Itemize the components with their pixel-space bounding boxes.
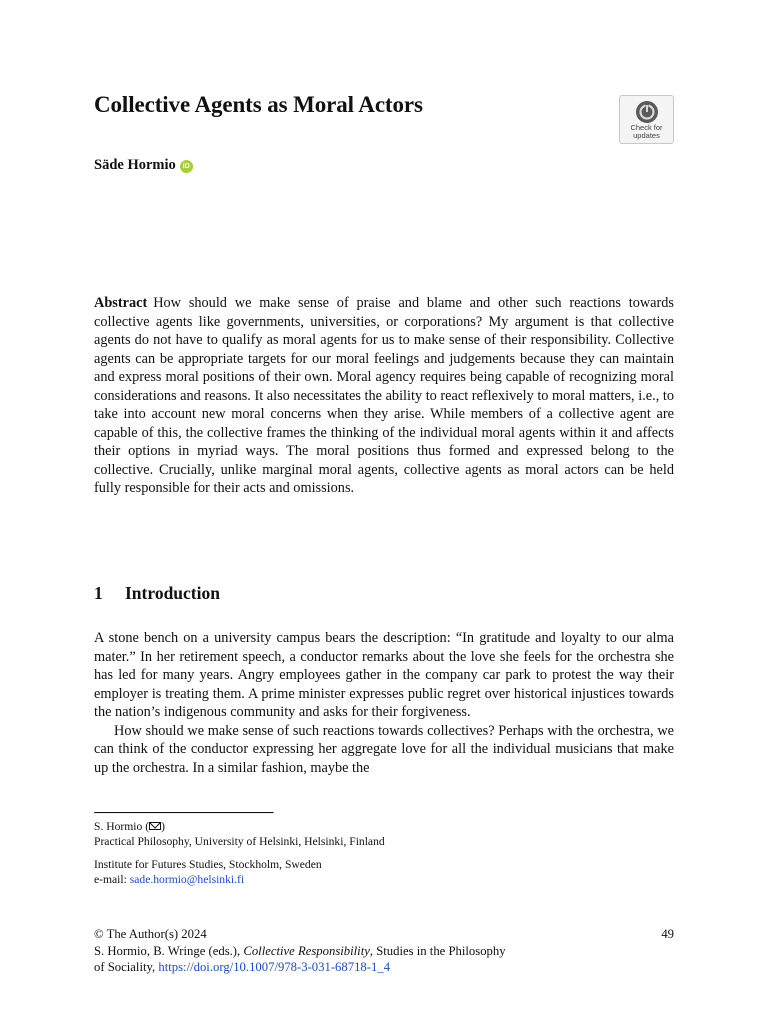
abstract-text: How should we make sense of praise and blame and other such reactions towards collective agents like governments, universities, or corporations? My argument is that collective agents do not have to qualify as moral agents for us to make sense of their responsibility. Collective agents can be appropriate targets for our moral feelings and judgements because they can maintain and express moral positions of their own. Moral agency requires being capable of recognizing moral considerations and reasons. It also necessitates the ability to react reflexively to moral matters, i.e., to take into account new moral concerns when they arise. While members of a collective agent are capable of this, the collective frames the thinking of the individual moral agents within it and affects their options in myriad ways. The moral positions thus formed and expressed belong to the collective. Crucially, unlike marginal moral agents, collective agents as moral actors can be held fully responsible for their acts and omissions. bbox=[94, 295, 674, 496]
citation-line2-prefix: of Sociality, bbox=[94, 960, 159, 974]
section-title: Introduction bbox=[125, 583, 220, 603]
check-for-updates-icon bbox=[635, 100, 659, 124]
author-name: Säde Hormio bbox=[94, 157, 176, 173]
body-text bbox=[94, 629, 674, 777]
paragraph-2: How should we make sense of such reactions towards collectives? Perhaps with the orchestra, we can think of the conductor expressing her aggregate love for all the individual musicians that make up the orchestra. In a similar fashion, maybe the bbox=[94, 722, 674, 776]
envelope-icon bbox=[149, 822, 161, 830]
citation-block bbox=[94, 926, 674, 976]
badge-label-line1: Check for bbox=[630, 123, 663, 132]
paragraph-1: A stone bench on a university campus bears the description: “In gratitude and loyalty to our alma mater.” In her retirement speech, a conductor remarks about the love she feels for the orchestra she has led for many years. Angry employees gather in the company car park to protest the way their employer is treating them. A prime minister expresses public regret over historical injustices towards the nation’s indigenous community and asks for their forgiveness. bbox=[94, 630, 674, 720]
orcid-icon[interactable]: iD bbox=[180, 160, 193, 173]
doi-link[interactable]: https://doi.org/10.1007/978-3-031-68718-1_4 bbox=[158, 960, 391, 974]
affiliation-2: Institute for Futures Studies, Stockholm, Sweden bbox=[94, 858, 322, 871]
copyright: © The Author(s) 2024 bbox=[94, 927, 207, 941]
email-line bbox=[94, 872, 674, 887]
abstract bbox=[94, 294, 674, 498]
citation-line-1 bbox=[94, 943, 674, 960]
footnote-author-close: ) bbox=[161, 820, 165, 833]
author-line bbox=[94, 155, 193, 175]
section-heading bbox=[94, 581, 220, 605]
citation-prefix: S. Hormio, B. Wringe (eds.), bbox=[94, 943, 244, 958]
footnote-author: S. Hormio ( bbox=[94, 820, 150, 833]
section-number: 1 bbox=[94, 583, 103, 603]
email-link[interactable]: sade.hormio@helsinki.fi bbox=[129, 873, 245, 886]
citation-suffix: , Studies in the Philosophy bbox=[369, 943, 506, 958]
book-title: Collective Responsibility bbox=[243, 943, 370, 958]
page-number: 49 bbox=[661, 927, 674, 941]
chapter-title: Collective Agents as Moral Actors bbox=[94, 92, 423, 117]
citation-line-2 bbox=[94, 959, 674, 976]
badge-label-line2: updates bbox=[633, 131, 660, 140]
footnote-author-line bbox=[94, 819, 674, 834]
affiliation-1: Practical Philosophy, University of Helsinki, Helsinki, Finland bbox=[94, 835, 385, 848]
abstract-label: Abstract bbox=[94, 295, 148, 311]
email-label: e-mail: bbox=[94, 873, 130, 886]
author-footnote bbox=[94, 819, 674, 887]
check-for-updates-badge[interactable] bbox=[619, 95, 674, 144]
footnote-divider bbox=[94, 812, 274, 814]
